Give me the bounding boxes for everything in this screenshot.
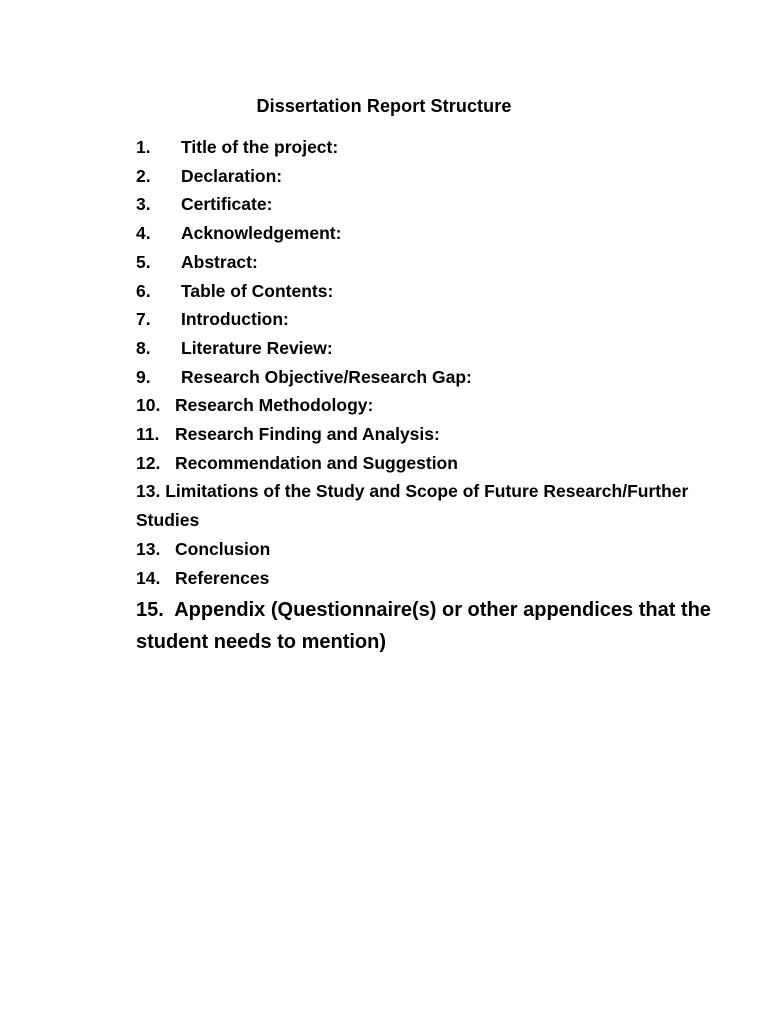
item-text: Recommendation and Suggestion: [175, 452, 458, 473]
item-number: 14.: [136, 567, 161, 588]
item-text: Research Finding and Analysis:: [175, 424, 440, 445]
list-item: [136, 477, 716, 534]
item-number: 10.: [136, 395, 161, 416]
item-text: Table of Contents:: [181, 280, 334, 301]
list-item: [136, 219, 716, 248]
item-text: References: [175, 567, 270, 588]
list-item: [136, 162, 716, 191]
item-text: Literature Review:: [181, 337, 333, 358]
item-text: Limitations of the Study and Scope of Future Research/Further Studies: [136, 481, 689, 531]
list-item: [136, 420, 716, 449]
item-text: Certificate:: [181, 194, 273, 215]
item-number: 15.: [136, 599, 164, 622]
item-number: 3.: [136, 194, 151, 215]
item-number: 7.: [136, 309, 151, 330]
list-item: [136, 277, 716, 306]
item-number: 1.: [136, 137, 151, 157]
item-text: Introduction:: [181, 309, 289, 330]
item-number: 2.: [136, 165, 151, 186]
list-item: [136, 305, 716, 334]
list-item: [136, 133, 716, 162]
list-item: [136, 363, 716, 392]
item-number: 13.: [136, 538, 161, 559]
item-number: 13.: [136, 481, 161, 502]
list-item: [136, 564, 716, 593]
list-item: [136, 190, 716, 219]
item-text: Acknowledgement:: [181, 223, 342, 244]
item-number: 5.: [136, 251, 151, 272]
item-text: Research Objective/Research Gap:: [181, 366, 472, 387]
item-number: 12.: [136, 452, 161, 473]
item-text: Abstract:: [181, 251, 258, 272]
list-item: [136, 248, 716, 277]
item-text: Research Methodology:: [175, 395, 374, 416]
list-item: [136, 449, 716, 478]
item-number: 4.: [136, 223, 151, 244]
list-item: [136, 535, 716, 564]
list-item: [136, 391, 716, 420]
structure-list: [136, 133, 716, 658]
item-text: Title of the project:: [181, 137, 339, 157]
item-number: 6.: [136, 280, 151, 301]
item-text: Appendix (Questionnaire(s) or other appendices that the student needs to mention): [136, 599, 711, 654]
item-number: 8.: [136, 337, 151, 358]
item-text: Declaration:: [181, 165, 283, 186]
list-item: [136, 334, 716, 363]
item-number: 11.: [136, 424, 160, 445]
list-item: [136, 594, 716, 658]
page-title: Dissertation Report Structure: [256, 96, 512, 116]
item-text: Conclusion: [175, 538, 271, 559]
item-number: 9.: [136, 366, 151, 387]
